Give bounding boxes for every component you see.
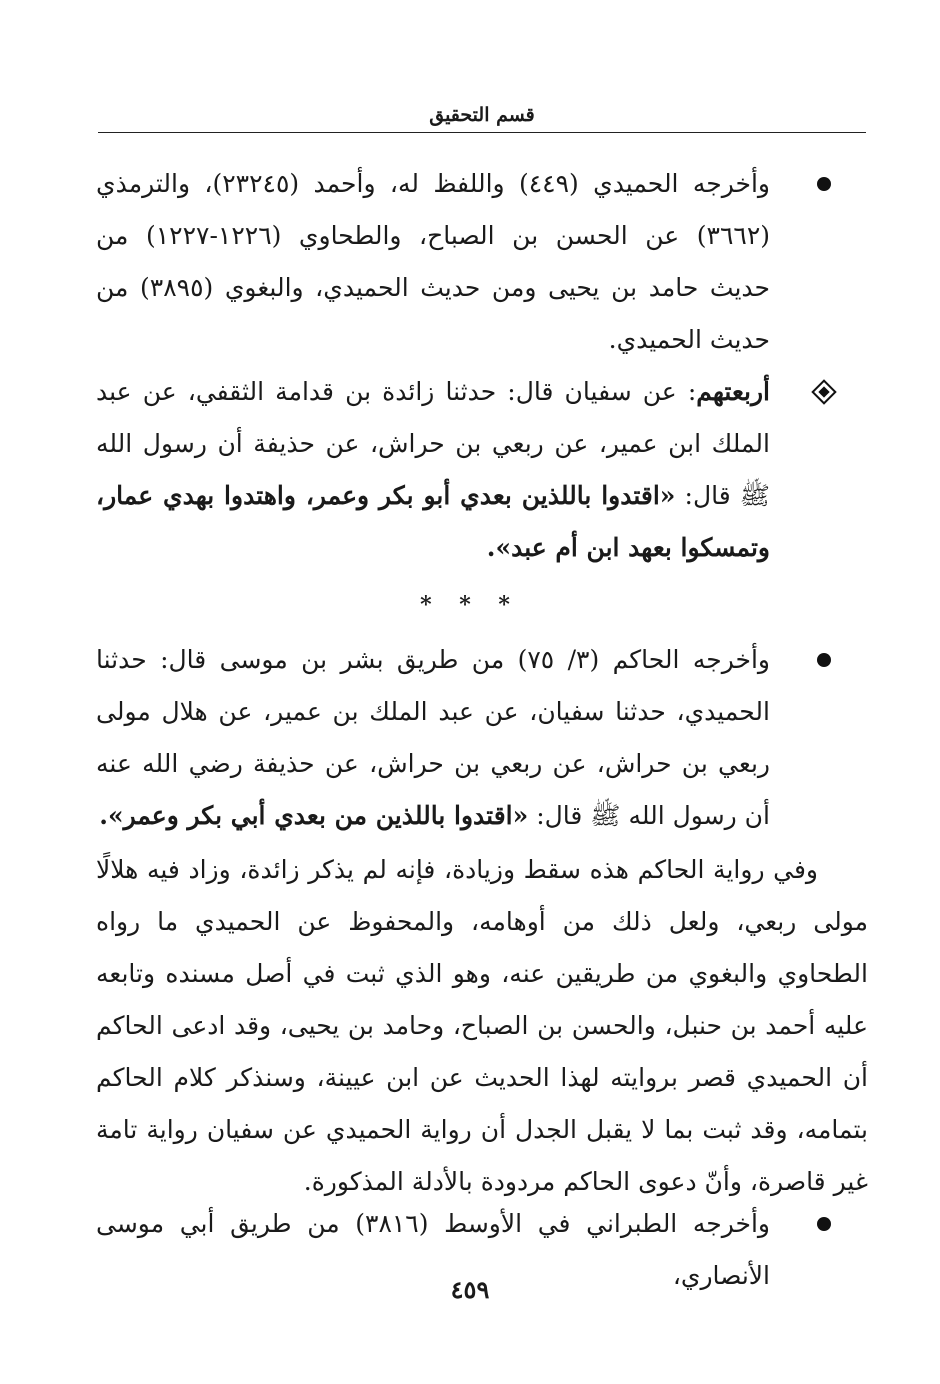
entry-lead: أربعتهم xyxy=(696,377,770,406)
hadith-quote: «اقتدوا باللذين من بعدي أبي بكر وعمر». xyxy=(99,801,529,830)
hadith-quote: «اقتدوا باللذين بعدي أبو بكر وعمر، واهتدوا بهدي عمار، وتمسكوا بعهد ابن أم عبد». xyxy=(96,481,770,562)
entry-hamidi: وأخرجه الحميدي (٤٤٩) واللفظ له، وأحمد (٢٣٢٤٥)، والترمذي (٣٦٦٢) عن الحسن بن الصباح، والطحاوي (١٢٢٦-١٢٢٧) من حديث حامد بن يحيى ومن حديث الحميدي، والبغوي (٣٨٩٥) من حديث الحميدي. xyxy=(96,169,771,354)
running-head: قسم التحقيق xyxy=(98,98,866,133)
entry-arbaatuhum xyxy=(96,366,770,574)
entry-text: : عن سفيان قال: حدثنا زائدة بن قدامة الثقفي، عن عبد الملك ابن عمير، عن ربعي بن حراش، عن حذيفة أن رسول الله ﷺ قال: xyxy=(96,377,771,510)
diamond-icon xyxy=(811,379,836,404)
bullet-icon xyxy=(817,653,831,667)
entry-tabarani: وأخرجه الطبراني في الأوسط (٣٨١٦) من طريق أبي موسى الأنصاري، xyxy=(96,1209,771,1290)
diamond-marker xyxy=(804,366,844,418)
bullet-icon xyxy=(817,1217,831,1231)
entry-hakim xyxy=(96,634,770,842)
entry-text: وأخرجه الحاكم (٣/ ٧٥) من طريق بشر بن موسى قال: حدثنا الحميدي، حدثنا سفيان، عن عبد الملك بن عمير، عن هلال مولى ربعي بن حراش، عن ربعي بن حراش، عن حذيفة رضي الله عنه أن رسول الله ﷺ قال: xyxy=(96,645,770,830)
page-number: ٤٥٩ xyxy=(450,1275,490,1304)
bullet-marker xyxy=(804,634,844,686)
discussion-paragraph: وفي رواية الحاكم هذه سقط وزيادة، فإنه لم يذكر زائدة، وزاد فيه هلالًا مولى ربعي، ولعل ذلك من أوهامه، والمحفوظ عن الحميدي ما رواه الطحاوي والبغوي من طريقين عنه، وهو الذي ثبت في أصل مسنده وتابعه عليه أحمد بن حنبل، والحسن بن الصباح، وحامد بن يحيى، وقد ادعى الحاكم أن الحميدي قصر بروايته لهذا الحديث عن ابن عيينة، وسنذكر كلام الحاكم بتمامه، وقد ثبت بما لا يقبل الجدل أن رواية الحميدي عن سفيان رواية تامة غير قاصرة، وأنّ دعوى الحاكم مردودة بالأدلة المذكورة. xyxy=(96,855,868,1196)
bullet-marker xyxy=(804,158,844,210)
section-separator: * * * xyxy=(420,592,520,618)
bullet-marker xyxy=(804,1198,844,1250)
bullet-icon xyxy=(817,177,831,191)
